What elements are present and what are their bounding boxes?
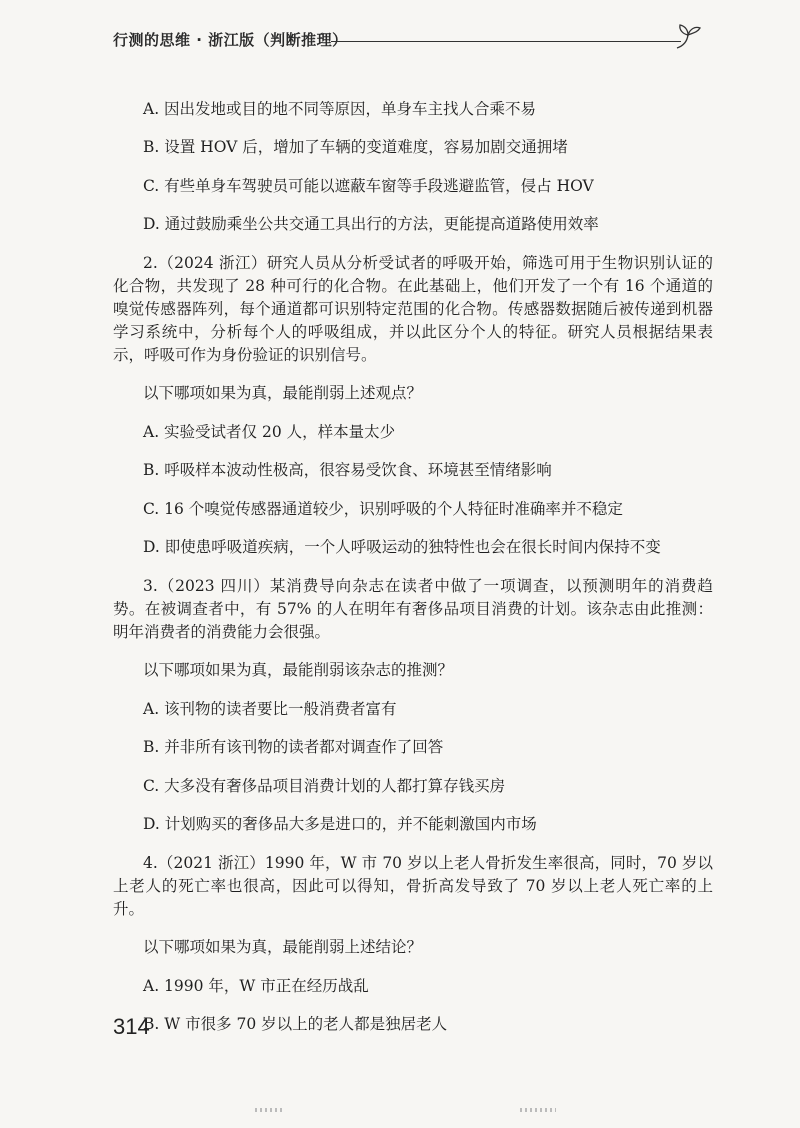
answer-option: A. 实验受试者仅 20 人，样本量太少 [143, 422, 396, 441]
question-stem: 4.（2021 浙江）1990 年，W 市 70 岁以上老人骨折发生率很高，同时，70 岁以上老人的死亡率也很高，因此可以得知，骨折高发导致了 70 岁以上老人死亡率的上升。 [113, 853, 713, 918]
answer-option: D. 计划购买的奢侈品大多是进口的，并不能刺激国内市场 [143, 815, 537, 833]
answer-option: A. 1990 年，W 市正在经历战乱 [143, 976, 369, 995]
sprout-icon [673, 22, 703, 52]
answer-option: A. 因出发地或目的地不同等原因，单身车主找人合乘不易 [143, 99, 537, 118]
answer-option: C. 16 个嗅觉传感器通道较少，识别呼吸的个人特征时准确率并不稳定 [143, 499, 623, 518]
question-stem: 3.（2023 四川）某消费导向杂志在读者中做了一项调查，以预测明年的消费趋势。在被调查者中，有 57% 的人在明年有奢侈品项目消费的计划。该杂志由此推测：明年消费者的消费能力会很强。 [113, 576, 713, 641]
running-title: 行测的思维 · 浙江版（判断推理） [113, 31, 348, 49]
question-prompt: 以下哪项如果为真，最能削弱上述结论？ [143, 938, 423, 956]
page-number: 314 [113, 1014, 150, 1039]
answer-option: B. 呼吸样本波动性极高，很容易受饮食、环境甚至情绪影响 [143, 461, 552, 479]
page-content [113, 82, 713, 1050]
answer-option: C. 大多没有奢侈品项目消费计划的人都打算存钱买房 [143, 776, 506, 795]
answer-option: D. 通过鼓励乘坐公共交通工具出行的方法，更能提高道路使用效率 [143, 215, 599, 233]
scan-artifact [255, 1108, 285, 1112]
answer-option: B. W 市很多 70 岁以上的老人都是独居老人 [143, 1015, 448, 1033]
question-prompt: 以下哪项如果为真，最能削弱该杂志的推测？ [143, 661, 454, 679]
question-stem: 2.（2024 浙江）研究人员从分析受试者的呼吸开始，筛选可用于生物识别认证的化合物，共发现了 28 种可行的化合物。在此基础上，他们开发了一个有 16 个通道的嗅觉传感器阵列，每个通道都可识别特定范围的化合物。传感器数据随后被传递到机器学习系统中，分析每个人的呼吸组成，并以此区分个人的特征。研究人员根据结果表示，呼吸可作为身份验证的识别信号。 [113, 253, 713, 364]
answer-option: D. 即使患呼吸道疾病，一个人呼吸运动的独特性也会在很长时间内保持不变 [143, 538, 661, 556]
question-prompt: 以下哪项如果为真，最能削弱上述观点？ [143, 384, 423, 402]
answer-option: A. 该刊物的读者要比一般消费者富有 [143, 699, 397, 718]
header-rule [331, 41, 681, 42]
answer-option: B. 设置 HOV 后，增加了车辆的变道难度，容易加剧交通拥堵 [143, 138, 568, 156]
page-header [113, 24, 703, 56]
scan-artifact [520, 1108, 556, 1112]
answer-option: B. 并非所有该刊物的读者都对调查作了回答 [143, 738, 444, 756]
answer-option: C. 有些单身车驾驶员可能以遮蔽车窗等手段逃避监管，侵占 HOV [143, 176, 594, 195]
